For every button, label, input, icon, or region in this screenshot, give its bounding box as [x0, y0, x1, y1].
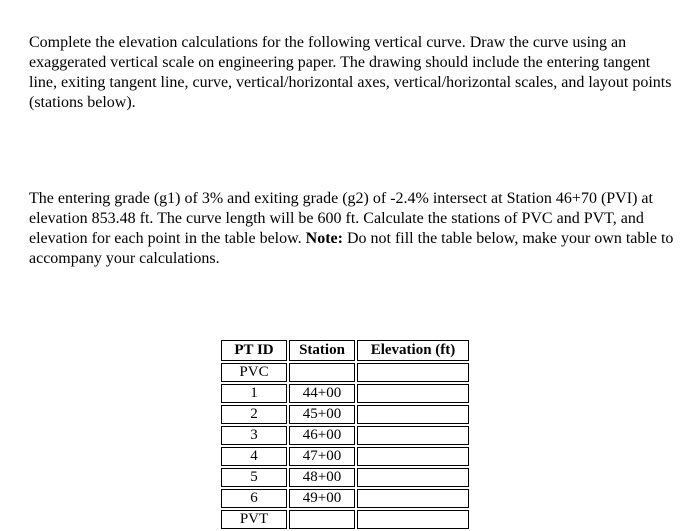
note-text: Do not fill the table below, make your own table to accompany your calculations. — [29, 230, 674, 267]
cell-elevation — [357, 447, 469, 466]
table-row — [221, 405, 469, 424]
problem-text: The entering grade (g1) of 3% and exiting grade (g2) of -2.4% intersect at Station 46+70 (PVI) at elevation 853.48 ft. The curve length will be 600 ft. Calculate the stations of PVC and PVT, and elevation for each point in the table below. — [29, 190, 653, 247]
cell-station — [289, 363, 355, 382]
station-table-container — [219, 338, 479, 527]
cell-elevation — [357, 405, 469, 424]
table-row — [221, 384, 469, 403]
table-header-row — [221, 340, 469, 361]
station-table — [219, 338, 471, 531]
cell-elevation — [357, 510, 469, 529]
cell-station — [289, 510, 355, 529]
header-elevation: Elevation (ft) — [357, 340, 469, 361]
cell-station: 44+00 — [289, 384, 355, 403]
table-row — [221, 426, 469, 445]
cell-pt-id: 6 — [221, 489, 287, 508]
cell-elevation — [357, 468, 469, 487]
cell-elevation — [357, 489, 469, 508]
table-row — [221, 447, 469, 466]
cell-pt-id: 2 — [221, 405, 287, 424]
instructions-paragraph: Complete the elevation calculations for the following vertical curve. Draw the curve using an exaggerated vertical scale on engineering paper. The drawing should include the entering tangent line, exiting tangent line, curve, vertical/horizontal axes, vertical/horizontal scales, and layout points (stations below). — [29, 34, 672, 111]
cell-pt-id: PVC — [221, 363, 287, 382]
cell-station: 46+00 — [289, 426, 355, 445]
cell-station: 49+00 — [289, 489, 355, 508]
cell-station: 45+00 — [289, 405, 355, 424]
table-row — [221, 468, 469, 487]
problem-statement-paragraph — [29, 189, 674, 269]
cell-elevation — [357, 426, 469, 445]
cell-station: 47+00 — [289, 447, 355, 466]
cell-pt-id: 4 — [221, 447, 287, 466]
table-row — [221, 489, 469, 508]
cell-pt-id: PVT — [221, 510, 287, 529]
note-label: Note: — [305, 230, 343, 247]
cell-elevation — [357, 384, 469, 403]
cell-elevation — [357, 363, 469, 382]
header-pt-id: PT ID — [221, 340, 287, 361]
cell-station: 48+00 — [289, 468, 355, 487]
cell-pt-id: 1 — [221, 384, 287, 403]
cell-pt-id: 5 — [221, 468, 287, 487]
table-row — [221, 363, 469, 382]
header-station: Station — [289, 340, 355, 361]
cell-pt-id: 3 — [221, 426, 287, 445]
table-row — [221, 510, 469, 529]
